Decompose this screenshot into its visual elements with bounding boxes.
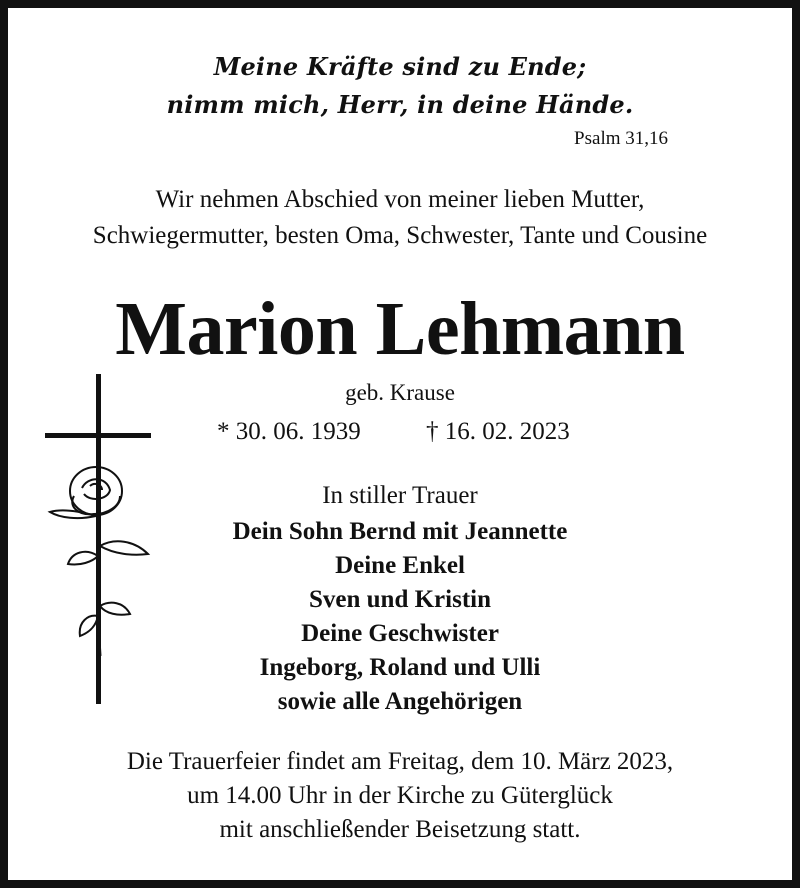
- mourner-line: Sven und Kristin: [308, 586, 491, 613]
- birth-name: geb. Krause: [345, 380, 455, 405]
- psalm-reference: Psalm 31,16: [574, 128, 668, 149]
- funeral-line-1: Die Trauerfeier findet am Freitag, dem 10. März 2023,: [126, 748, 674, 775]
- mourner-line: sowie alle Angehörigen: [277, 688, 523, 715]
- mourner-line: Ingeborg, Roland und Ulli: [259, 654, 541, 681]
- verse-line-1: Meine Kräfte sind zu Ende;: [213, 52, 587, 81]
- funeral-line-2: um 14.00 Uhr in der Kirche zu Güterglück: [187, 782, 613, 809]
- intro-line-2: Schwiegermutter, besten Oma, Schwester, Tante und Cousine: [92, 222, 708, 249]
- intro-line-1: Wir nehmen Abschied von meiner lieben Mutter,: [155, 186, 645, 213]
- mourners-heading: In stiller Trauer: [322, 482, 478, 509]
- deceased-name: Marion Lehmann: [115, 287, 685, 371]
- mourner-line: Deine Geschwister: [301, 620, 499, 647]
- mourner-line: Dein Sohn Bernd mit Jeannette: [232, 518, 568, 545]
- birth-date: * 30. 06. 1939: [217, 418, 361, 445]
- cross-icon-bar: [45, 433, 151, 438]
- death-date: † 16. 02. 2023: [426, 418, 570, 445]
- mourner-line: Deine Enkel: [335, 552, 465, 579]
- funeral-line-3: mit anschließender Beisetzung statt.: [219, 816, 581, 843]
- verse-line-2: nimm mich, Herr, in deine Hände.: [166, 90, 634, 119]
